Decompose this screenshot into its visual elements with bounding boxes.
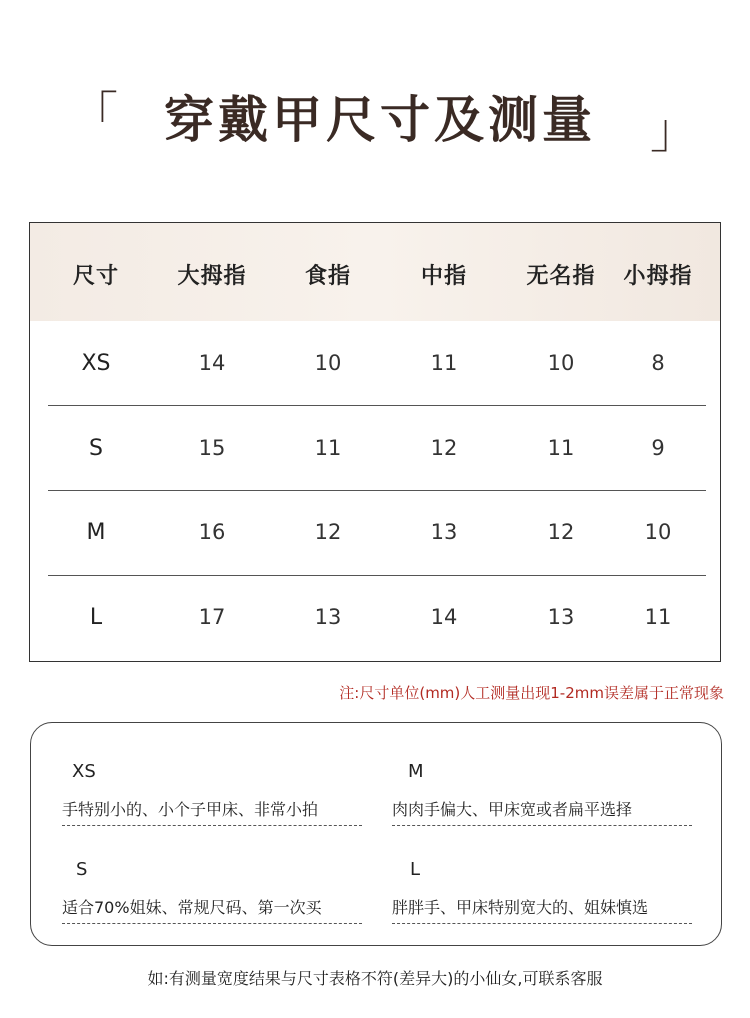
cell-middle: 13	[430, 520, 458, 544]
cell-little: 11	[644, 605, 672, 629]
cell-little: 10	[644, 520, 672, 544]
guide-description: 肉肉手偏大、甲床宽或者扁平选择	[392, 800, 633, 819]
header-middle: 中指	[420, 264, 468, 289]
size-table	[29, 222, 721, 662]
dashed-divider	[392, 923, 692, 924]
guide-description: 胖胖手、甲床特别宽大的、姐妹慎选	[392, 898, 649, 917]
header-size: 尺寸	[72, 264, 120, 289]
guide-size-label: XS	[72, 761, 96, 782]
size-guide-box	[30, 722, 722, 946]
cell-ring: 12	[547, 520, 575, 544]
guide-size-label: M	[408, 761, 424, 782]
measurement-note: 注:尺寸单位(mm)人工测量出现1-2mm误差属于正常现象	[339, 684, 724, 702]
cell-thumb: 14	[198, 351, 226, 375]
cell-thumb: 15	[198, 436, 226, 460]
row-size: L	[89, 605, 103, 630]
cell-ring: 11	[547, 436, 575, 460]
guide-description: 适合70%姐妹、常规尺码、第一次买	[62, 898, 322, 917]
cell-middle: 14	[430, 605, 458, 629]
row-size: M	[86, 520, 106, 545]
table-row	[30, 321, 720, 405]
table-header-row	[30, 223, 720, 321]
guide-size-label: S	[76, 859, 88, 880]
cell-index: 13	[314, 605, 342, 629]
cell-thumb: 16	[198, 520, 226, 544]
page-title: 穿戴甲尺寸及测量	[164, 90, 596, 149]
cell-middle: 11	[430, 351, 458, 375]
cell-little: 8	[651, 351, 665, 375]
dashed-divider	[392, 825, 692, 826]
cell-little: 9	[651, 436, 665, 460]
row-size: XS	[81, 351, 111, 376]
title-row	[0, 70, 750, 160]
title-open-bracket: 「	[70, 87, 119, 143]
cell-index: 11	[314, 436, 342, 460]
cell-middle: 12	[430, 436, 458, 460]
header-index: 食指	[304, 264, 352, 289]
table-row	[30, 406, 720, 490]
cell-ring: 10	[547, 351, 575, 375]
row-size: S	[89, 436, 103, 461]
cell-ring: 13	[547, 605, 575, 629]
dashed-divider	[62, 923, 362, 924]
cell-thumb: 17	[198, 605, 226, 629]
header-ring: 无名指	[526, 264, 596, 289]
guide-description: 手特别小的、小个子甲床、非常小拍	[62, 800, 319, 819]
dashed-divider	[62, 825, 362, 826]
table-row	[30, 490, 720, 574]
table-row	[30, 575, 720, 659]
cell-index: 10	[314, 351, 342, 375]
cell-index: 12	[314, 520, 342, 544]
footer-note: 如:有测量宽度结果与尺寸表格不符(差异大)的小仙女,可联系客服	[147, 969, 603, 988]
header-thumb: 大拇指	[177, 264, 247, 289]
title-close-bracket: 」	[650, 103, 699, 159]
guide-size-label: L	[410, 859, 421, 880]
header-little: 小拇指	[623, 264, 693, 289]
